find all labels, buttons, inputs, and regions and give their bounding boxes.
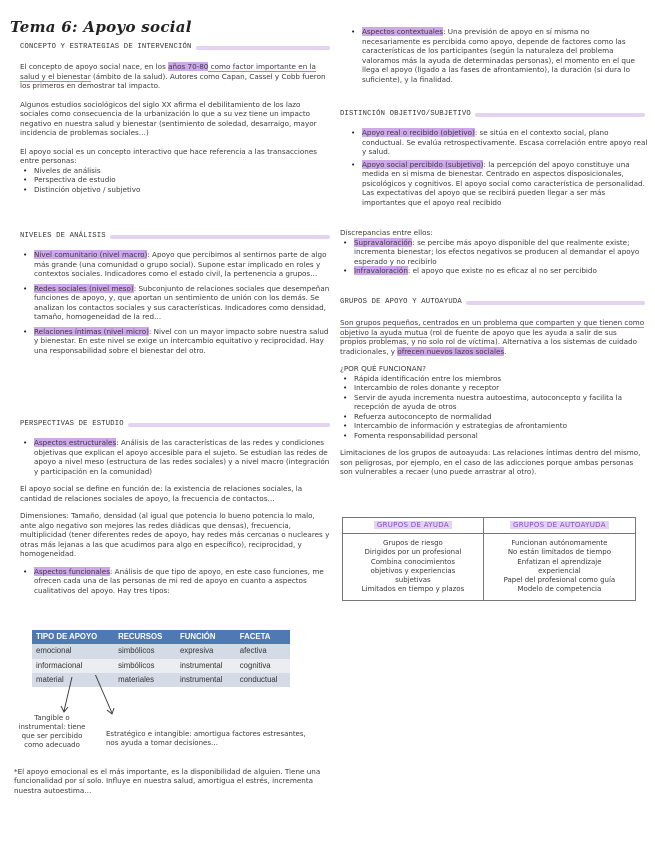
list-item: • Distinción objetivo / subjetivo xyxy=(20,185,330,195)
table-row: emocional simbólicos expresiva afectiva xyxy=(32,644,290,658)
note-estrategico: Estratégico e intangible: amortigua factores estresantes, nos ayuda a tomar decisiones… xyxy=(106,730,306,748)
list-item: • Rápida identificación entre los miembros xyxy=(340,374,645,384)
grupos-ayuda-cell: Grupos de riesgo Dirigidos por un profesional Combina conocimientos objetivos y experiencias subjetivas Limitados en tiempo y plazos xyxy=(343,534,484,600)
note-emocional: *El apoyo emocional es el más importante, es la disponibilidad de alguien. Tiene una funcionalidad por sí solo. Influye en nuestra salud, amortigua el estrés, incrementa nuestra autoestima… xyxy=(14,767,321,795)
discrepancias-block xyxy=(340,228,645,276)
list-item: • Redes sociales (nivel meso): Subconjunto de relaciones sociales que desempeñan funciones de apoyo, y, que aportan un sentimiento de unión con los demás. Se analizan los contactos sociales y sus características. Indicadores como densidad, tamaño, homogeneidad de la red… xyxy=(20,284,330,322)
limitaciones: Limitaciones de los grupos de autoayuda: Las relaciones íntimas dentro del mismo, son peligrosas, por ejemplo, en el caso de las adicciones porque ambas personas son vulnerables a recaer (uno puede arrastrar al otro). xyxy=(340,448,641,476)
table-row: informacional simbólicos instrumental cognitiva xyxy=(32,659,290,673)
concepto-list xyxy=(20,166,330,195)
list-item: • Intercambio de roles donante y receptor xyxy=(340,383,645,393)
concepto-p3: El apoyo social es un concepto interactivo que hace referencia a las transacciones entre personas: xyxy=(20,146,317,165)
perspectivas-def: El apoyo social se define en función de: la existencia de relaciones sociales, la cantidad de relaciones sociales de apoyo, la frecuencia de contactos… xyxy=(20,484,303,503)
concepto-p2: Algunos estudios sociológicos del siglo XX afirma el debilitamiento de los lazo sociales como consecuencia de la urbanización lo que a su vez tiene un impacto negativo en nuestra salud y bienestar (sentimiento de soledad, desarraigo, mayor incidencia de problemas sociales…) xyxy=(20,99,317,137)
heading-concepto: CONCEPTO Y ESTRATEGIAS DE INTERVENCIÓN xyxy=(20,43,330,53)
list-item: • Fomenta responsabilidad personal xyxy=(340,431,645,441)
dimensiones: Dimensiones: Tamaño, densidad (al igual que potencia lo bueno potencia lo malo, ante algo negativo son mejores las redes diádicas que densas), frecuencia, multiplicidad (tener diferentes redes de apoyo, hay redes más cercanas o nucleares y otras más lejanas a las que acudimos para algo en específico), reciprocidad, y homogeneidad. xyxy=(20,511,330,558)
grupos-table xyxy=(342,517,636,601)
heading-perspectivas: PERSPECTIVAS DE ESTUDIO xyxy=(20,420,330,430)
list-item: • Aspectos funcionales: Análisis de que tipo de apoyo, en este caso funciones, me ofrecen cada una de las personas de mi red de apoyo en cuanto a aspectos cualitativos del apoyo. Hay tres tipos: xyxy=(20,567,330,596)
heading-grupos: GRUPOS DE APOYO Y AUTOAYUDA xyxy=(340,298,645,308)
list-item: • Relaciones íntimas (nivel micro): Nivel con un mayor impacto sobre nuestra salud y bienestar. En este nivel se exige un intercambio equitativo y reciprocidad. Hay una responsabilidad sobre el bienestar del otro. xyxy=(20,327,330,356)
concepto-block xyxy=(20,62,330,194)
note-tangible: Tangible o instrumental: tiene que ser percibido como adecuado xyxy=(18,714,86,750)
list-item: • Infravaloración: el apoyo que existe no es eficaz al no ser percibido xyxy=(340,266,645,276)
grupos-question: ¿POR QUÉ FUNCIONAN? xyxy=(340,364,426,373)
discrepancias-title: Discrepancias entre ellos: xyxy=(340,228,433,237)
niveles-block xyxy=(20,250,330,355)
contextuales-block xyxy=(348,27,648,84)
heading-niveles: NIVELES DE ANÁLISIS xyxy=(20,232,330,242)
list-item: • Apoyo real o recibido (objetivo): se sitúa en el contexto social, plano conductual. Se evalúa retrospectivamente. Escasa correlación entre apoyo real y salud. xyxy=(348,128,648,157)
distincion-block xyxy=(348,128,648,207)
list-item: • Perspectiva de estudio xyxy=(20,175,330,185)
table-header: FUNCIÓN xyxy=(176,630,236,644)
table-header: FACETA xyxy=(236,630,290,644)
list-item: • Apoyo social percibido (subjetivo): la percepción del apoyo constituye una medida en sí misma de bienestar. Centrado en aspectos disposicionales, psicológicos y cognitivos. El apoyo social como característica de personalidad. Las expectativas del apoyo que se recibirá pueden llegar a ser más importantes que el apoyo real recibido xyxy=(348,160,648,208)
arrow-estrategico-line xyxy=(92,675,112,713)
list-item: • Aspectos estructurales: Análisis de las características de las redes y condiciones objetivas que explican el apoyo accesible para el sujeto. Se estudian las redes de apoyo a nivel meso (estructura de las redes sociales) y a nivel macro (integración y participación en la comunidad) xyxy=(20,438,330,476)
table-header: GRUPOS DE AUTOAYUDA xyxy=(483,518,635,534)
grupos-block xyxy=(340,318,645,477)
list-item: • Niveles de análisis xyxy=(20,166,330,176)
list-item: • Supravaloración: se percibe más apoyo disponible del que realmente existe; incrementa bienestar; los efectos negativos se producen al demandar el apoyo esperado y no recibirlo xyxy=(340,238,645,267)
list-item: • Intercambio de información y estrategias de afrontamiento xyxy=(340,421,645,431)
table-row: material materiales instrumental conductual xyxy=(32,673,290,687)
grupos-autoayuda-cell: Funcionan autónomamente No están limitados de tiempo Enfatizan el aprendizaje experiencial Papel del profesional como guía Modelo de competencia xyxy=(483,534,635,600)
table-header: TIPO DE APOYO xyxy=(32,630,114,644)
perspectivas-block xyxy=(20,438,330,595)
list-item: • Refuerza autoconcepto de normalidad xyxy=(340,412,645,422)
table-header: RECURSOS xyxy=(114,630,176,644)
table-row xyxy=(343,534,636,600)
page-title: Tema 6: Apoyo social xyxy=(10,18,192,36)
list-item: • Servir de ayuda incrementa nuestra autoestima, autoconcepto y facilita la recepción de ayuda de otros xyxy=(340,393,645,412)
table-header: GRUPOS DE AYUDA xyxy=(343,518,484,534)
heading-distincion: DISTINCIÓN OBJETIVO/SUBJETIVO xyxy=(340,110,645,120)
arrow-tangible-line xyxy=(64,677,72,711)
grupos-p1: Son grupos pequeños, centrados en un problema que comparten y que tienen como objetivo la ayuda mutua (rol de fuente de apoyo que les ayuda a salir de sus propios problemas, y no solo rol de víctima). Alternativa a los sistemas de cuidado tradicionales, y ofrecen nuevos lazos sociales. xyxy=(340,318,645,356)
list-item: • Nivel comunitario (nivel macro): Apoyo que percibimos al sentirnos parte de algo más grande (una comunidad o grupo social). Supone estar implicado en roles y contextos sociales. Indicadores como el estado civil, la pertenencia a grupos… xyxy=(20,250,330,279)
list-item: • Aspectos contextuales: Una previsión de apoyo en sí misma no necesariamente es percibida como apoyo, depende de factores como las características de los participantes (según la naturaleza del problema valoramos más la ayuda de determinadas personas), el momento en el que llega el apoyo (ligado a las fases de afrontamiento), la duración (si dura lo suficiente), y la finalidad. xyxy=(348,27,648,84)
concepto-p1: El concepto de apoyo social nace, en los años 70-80 como factor importante en la salud y el bienestar (ámbito de la salud). Autores como Capan, Cassel y Cobb fueron los primeros en demostrar tal impacto. xyxy=(20,62,326,90)
